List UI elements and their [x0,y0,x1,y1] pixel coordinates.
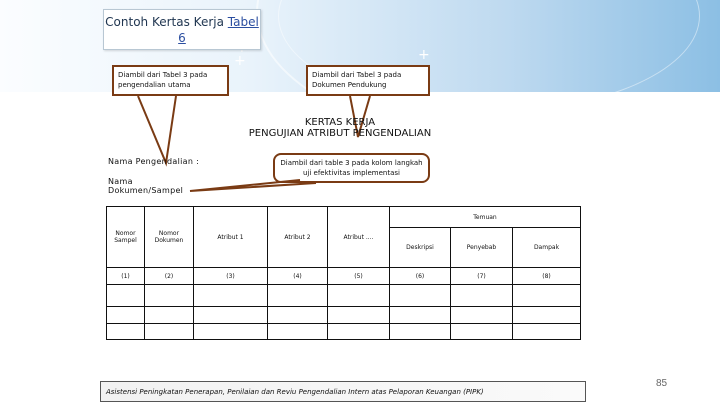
table-cell [194,285,268,307]
table-cell [513,307,581,324]
callout-left-pointer [138,96,176,163]
decorative-plus-icon: + [418,47,430,63]
worksheet-title-line2: PENGUJIAN ATRIBUT PENGENDALIAN [248,128,432,139]
table-cell [194,324,268,340]
column-number: (4) [268,268,328,285]
label-document-line1: Nama [108,177,133,186]
callout-left-text: Diambil dari Tabel 3 pada pengendalian utama [118,71,208,89]
column-number: (3) [194,268,268,285]
worksheet-title [210,117,470,139]
table-cell [268,307,328,324]
table-row [107,324,581,340]
table-cell [107,324,145,340]
decorative-plus-icon: + [234,53,246,69]
header-cell: Deskripsi [390,228,451,268]
header-cell: Atribut 2 [268,207,328,268]
column-number: (2) [145,268,194,285]
table-cell [328,324,390,340]
table-cell [451,324,513,340]
table-cell [145,285,194,307]
table-cell [145,307,194,324]
table-cell [107,307,145,324]
label-document-line2: Dokumen/Sampel [108,186,184,195]
slide-title-prefix: Contoh Kertas Kerja [105,15,228,29]
column-number: (7) [451,268,513,285]
table-cell [145,324,194,340]
header-cell: Nomor Sampel [107,207,145,268]
table-row [107,307,581,324]
table-cell [451,307,513,324]
header-cell: Atribut 1 [194,207,268,268]
page-number: 85 [656,378,668,389]
table-cell [268,285,328,307]
callout-right-text: Diambil dari Tabel 3 pada Dokumen Pendukung [312,71,402,89]
table-cell [107,285,145,307]
slide-title-number[interactable]: 6 [178,31,186,45]
label-document-name [108,177,183,195]
label-control-name: Nama Pengendalian : [108,157,200,166]
table-row [107,285,581,307]
callout-middle-text: Diambil dari table 3 pada kolom langkah uji efektivitas implementasi [280,159,423,177]
table-cell [390,307,451,324]
findings-group-header: Temuan [390,207,581,228]
column-number: (6) [390,268,451,285]
slide-footer: Asistensi Peningkatan Penerapan, Penilaian dan Reviu Pengendalian Intern atas Pelaporan Keuangan (PIPK) [100,381,586,402]
table-cell [390,324,451,340]
table-cell [451,285,513,307]
header-cell: Dampak [513,228,581,268]
table-cell [328,307,390,324]
slide-title-link[interactable]: Tabel [227,15,259,29]
header-cell: Atribut .... [328,207,390,268]
table-cell [194,307,268,324]
header-cell: Nomor Dokumen [145,207,194,268]
table-cell [390,285,451,307]
header-cell: Penyebab [451,228,513,268]
column-number-row [107,268,581,285]
column-number: (1) [107,268,145,285]
table-cell [513,285,581,307]
table-cell [268,324,328,340]
column-number: (5) [328,268,390,285]
attribute-test-table [106,206,581,340]
column-number: (8) [513,268,581,285]
worksheet-title-line1: KERTAS KERJA [304,117,376,128]
callout-middle-pointer [190,180,316,191]
table-cell [328,285,390,307]
table-cell [513,324,581,340]
